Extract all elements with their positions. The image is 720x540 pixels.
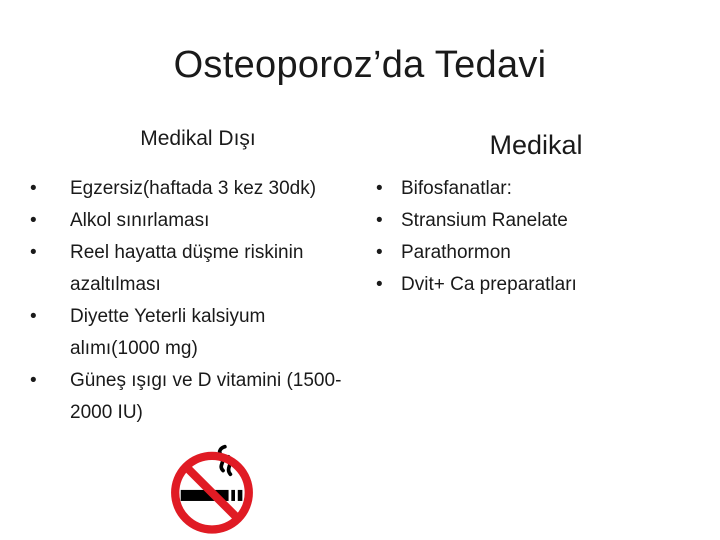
right-column-heading: Medikal [489, 130, 583, 160]
list-item-text: Güneş ışıgı ve D vitamini (1500-2000 IU) [70, 370, 342, 423]
list-item [376, 173, 706, 205]
bullet-icon: • [376, 210, 383, 231]
list-item [376, 237, 706, 269]
bullet-icon: • [30, 306, 37, 327]
list-item-text: Parathormon [401, 242, 511, 263]
no-smoking-icon [166, 443, 258, 535]
list-item-text: Reel hayatta düşme riskinin azaltılması [70, 242, 304, 295]
bullet-icon: • [30, 210, 37, 231]
list-item [376, 269, 706, 301]
list-item-text: Dvit+ Ca preparatları [401, 274, 577, 295]
non-medical-list [30, 173, 360, 429]
bullet-icon: • [30, 242, 37, 263]
list-item-text: Stransium Ranelate [401, 210, 568, 231]
list-item [376, 205, 706, 237]
left-column-heading: Medikal Dışı [140, 127, 256, 150]
list-item [30, 301, 360, 365]
list-item [30, 173, 360, 205]
list-item-text: Alkol sınırlaması [70, 210, 210, 231]
list-item [30, 365, 360, 429]
bullet-icon: • [30, 370, 37, 391]
slide-title: Osteoporoz’da Tedavi [173, 44, 547, 86]
list-item [30, 205, 360, 237]
bullet-icon: • [376, 178, 383, 199]
list-item [30, 237, 360, 301]
bullet-icon: • [376, 274, 383, 295]
bullet-icon: • [376, 242, 383, 263]
list-item-text: Diyette Yeterli kalsiyum alımı(1000 mg) [70, 306, 266, 359]
list-item-text: Bifosfanatlar: [401, 178, 512, 199]
medical-list [376, 173, 706, 301]
list-item-text: Egzersiz(haftada 3 kez 30dk) [70, 178, 317, 199]
bullet-icon: • [30, 178, 37, 199]
